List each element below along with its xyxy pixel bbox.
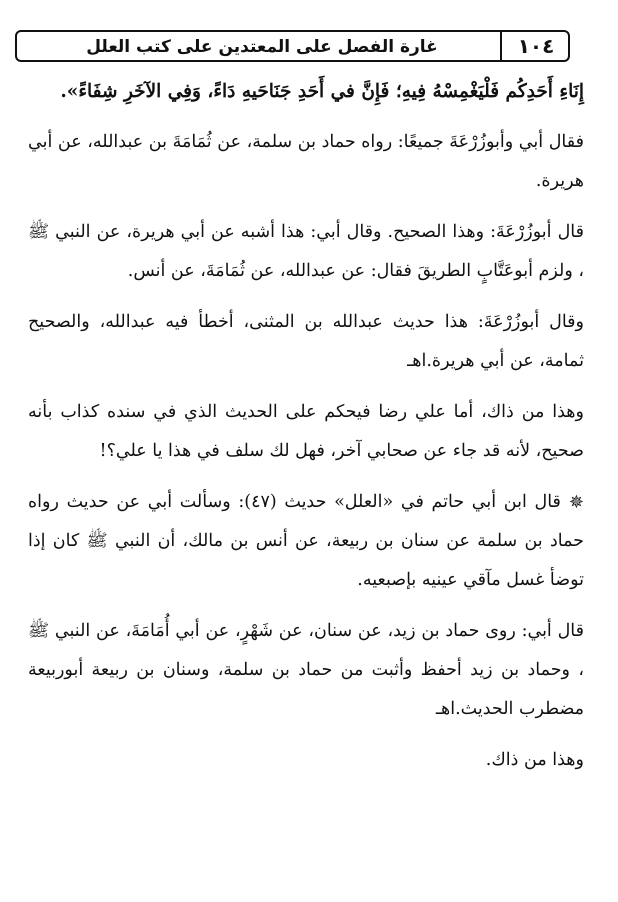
body-paragraph: قال أبي: روى حماد بن زيد، عن سنان، عن شَهْرٍ، عن أبي أُمَامَةَ، عن النبي ﷺ ، وحماد بن زيد أحفظ وأثبت من حماد بن سلمة، وسنان بن ربيعة أبوربيعة مضطرب الحديث.اهـ bbox=[28, 621, 584, 719]
running-title: غارة الفصل على المعتدين على كتب العلل bbox=[86, 37, 438, 57]
bulleted-paragraph bbox=[28, 483, 584, 600]
body-paragraph: قال أبوزُرْعَةَ: وهذا الصحيح. وقال أبي: هذا أشبه عن أبي هريرة، عن النبي ﷺ ، ولزم أبوعَتَّابٍ الطريقَ فقال: عن عبدالله، عن ثُمَامَةَ، عن أنس. bbox=[28, 222, 584, 281]
hadith-text-paragraph: إِنَاءِ أَحَدِكُم فَلْيَغْمِسْهُ فِيهِ؛ فَإِنَّ في أَحَدِ جَنَاحَيهِ دَاءً، وَفِي الآخَرِ شِفَاءً». bbox=[60, 81, 584, 102]
ornament-star-icon: ✵ bbox=[568, 492, 585, 513]
body-paragraph: فقال أبي وأبوزُرْعَةَ جميعًا: رواه حماد بن سلمة، عن ثُمَامَةَ بن عبدالله، عن أبي هريرة. bbox=[28, 132, 584, 191]
body-paragraph: وقال أبوزُرْعَةَ: هذا حديث عبدالله بن المثنى، أخطأ فيه عبدالله، والصحيح ثمامة، عن أبي هريرة.اهـ bbox=[28, 312, 584, 371]
page-body bbox=[28, 72, 584, 792]
page-header bbox=[15, 30, 570, 62]
body-paragraph: وهذا من ذاك. bbox=[485, 750, 584, 770]
body-paragraph: وهذا من ذاك، أما علي رضا فيحكم على الحديث الذي في سنده كذاب بأنه صحيح، لأنه قد جاء عن صحابي آخر، فهل لك سلف في هذا يا علي؟! bbox=[28, 402, 584, 461]
bulleted-paragraph-text: قال ابن أبي حاتم في «العلل» حديث (٤٧): وسألت أبي عن حديث رواه حماد بن سلمة عن سنان بن ربيعة، عن أنس بن مالك، أن النبي ﷺ كان إذا توضأ غسل مآقي عينيه بإصبعيه. bbox=[28, 492, 585, 590]
page-number: ١٠٤ bbox=[517, 34, 555, 58]
header-divider bbox=[500, 30, 502, 62]
